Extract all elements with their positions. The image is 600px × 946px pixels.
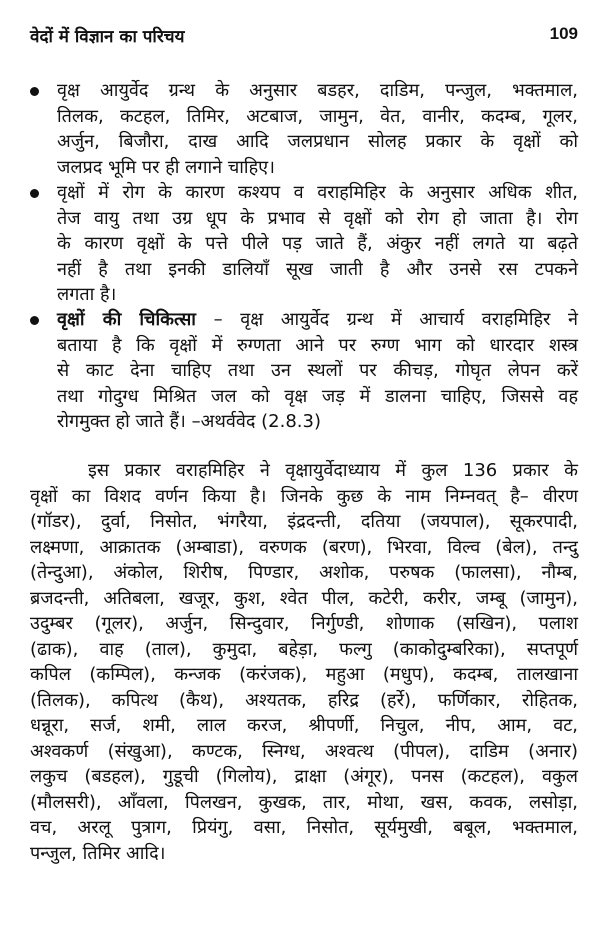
- text-line: अश्वकर्ण (संखुआ), कण्टक, स्निग्ध, अश्वत्थ (पीपल), दाडिम (अनार): [30, 740, 578, 762]
- page-number: 109: [549, 24, 578, 43]
- text-line: वृक्षों में रोग के कारण कश्यप व वराहमिहिर के अनुसार अधिक शीत,: [57, 182, 578, 203]
- text-line: धन्नूरा, सर्ज, शमी, लाल करज, श्रीपर्णी, निचुल, नीप, आम, वट,: [30, 715, 578, 736]
- text-line: नहीं है तथा इनकी डालियाँ सूख जाती है और उनसे रस टपकने: [57, 258, 578, 280]
- bullet-heading: वृक्षों की चिकित्सा: [57, 309, 196, 330]
- bullet-icon: [30, 189, 39, 198]
- text-line: लगता है।: [57, 284, 117, 305]
- bullet-icon: [30, 87, 39, 96]
- text-line: इस प्रकार वराहमिहिर ने वृक्षायुर्वेदाध्याय में कुल 136 प्रकार के: [88, 460, 578, 481]
- text-line: (तेन्दुआ), अंकोल, शिरीष, पिण्डार, अशोक, परुषक (फालसा), नौम्ब,: [30, 562, 578, 583]
- text-line: रोगमुक्त हो जाते हैं। –अथर्ववेद (2.8.3): [57, 411, 321, 432]
- text-line: (तिलक), कपित्थ (कैथ), अश्यतक, हरिद्र (हर्रे), फर्णिकार, रोहितक,: [30, 689, 578, 711]
- running-header: [30, 24, 578, 52]
- text-line: लक्ष्मणा, आक्रातक (अम्बाडा), वरुणक (बरण), भिरवा, विल्व (बेल), तन्दु: [30, 536, 578, 558]
- body-paragraph: [0, 458, 600, 866]
- bullet-icon: [30, 316, 39, 325]
- running-title: वेदों में विज्ञान का परिचय: [30, 27, 185, 47]
- text-line: [57, 307, 578, 333]
- text-line: अर्जुन, बिजौरा, दाख आदि जलप्रधान सोलह प्रकार के वृक्षों को: [57, 131, 578, 152]
- text-line: वृक्षों का विशद वर्णन किया है। जिनके कुछ के नाम निम्नवत् है– वीरण: [30, 485, 578, 507]
- text-line: पन्जुल, तिमिर आदि।: [30, 842, 166, 864]
- bullet-heading-rest: – वृक्ष आयुर्वेद ग्रन्थ में आचार्य वराहमिहिर ने: [195, 309, 579, 330]
- text-line: जलप्रद भूमि पर ही लगाने चाहिए।: [57, 156, 275, 178]
- text-line: (मौलसरी), आँवला, पिलखन, कुखक, तार, मोथा, खस, कवक, लसोड़ा,: [30, 791, 578, 813]
- text-line: से काट देना चाहिए तथा उन स्थलों पर कीचड़, गोघृत लेपन करें: [57, 360, 578, 381]
- text-line: तेज वायु तथा उग्र धूप के प्रभाव से वृक्षों को रोग हो जाता है। रोग: [57, 207, 578, 229]
- text-line: के कारण वृक्षों के पत्ते पीले पड़ जाते हैं, अंकुर नहीं लगते या बढ़ते: [57, 233, 578, 254]
- text-line: वच, अरलू पुत्राग, प्रियंगु, वसा, निसोत, सूर्यमुखी, बबूल, भक्तमाल,: [30, 817, 578, 838]
- text-line: (ढाक), वाह (ताल), कुमुदा, बहेड़ा, फल्गु (काकोदुम्बरिका), सप्तपूर्ण: [30, 638, 578, 660]
- text-line: बताया है कि वृक्षों में रुग्णता आने पर रुग्ण भाग को धारदार शस्त्र: [57, 334, 578, 356]
- text-line: उदुम्बर (गूलर), अर्जुन, सिन्दुवार, निर्गुण्डी, शोणाक (सखिन), पलाश: [30, 613, 578, 634]
- text-line: ब्रजदन्ती, अतिबला, खजूर, कुश, श्वेत पील, कटेरी, करीर, जम्बू (जामुन),: [30, 587, 578, 609]
- text-line: कपिल (कम्पिल), कन्जक (करंजक), महुआ (मधुप), कदम्ब, तालखाना: [30, 664, 578, 685]
- text-line: लकुच (बडहल), गुडूची (गिलोय), द्राक्षा (अंगूर), पनस (कटहल), वकुल: [30, 766, 578, 787]
- text-line: तिलक, कटहल, तिमिर, अटबाज, जामुन, वेत, वानीर, कदम्ब, गूलर,: [57, 105, 578, 127]
- bullet-item-3: [0, 307, 600, 435]
- bullet-item-2: [0, 180, 600, 308]
- text-line: (गॉडर), दुर्वा, निसोत, भंगरैया, इंद्रदन्ती, दतिया (जयपाल), सूकरपादी,: [30, 511, 578, 532]
- bullet-item-1: [0, 78, 600, 180]
- text-line: वृक्ष आयुर्वेद ग्रन्थ के अनुसार बडहर, दाडिम, पन्जुल, भक्तमाल,: [57, 80, 578, 101]
- text-line: तथा गोदुग्ध मिश्रित जल को वृक्ष जड़ में डालना चाहिए, जिससे वह: [57, 385, 578, 407]
